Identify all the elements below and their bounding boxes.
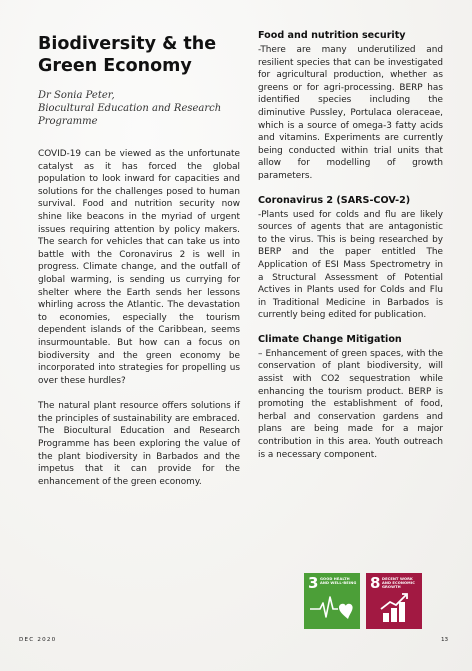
section-body: -Plants used for colds and flu are likely sources of agents that are antagonistic to the virus. This is being researched by BERP and the paper entitled The Application of ESI Mass Spectrometry in a Structural Assessment of Potential Actives in Plants used for Colds and Flu in Traditional Medicine in Barbados is currently being edited for publication. <box>258 209 443 321</box>
sdg-label: GOOD HEALTH AND WELL-BEING <box>320 577 357 586</box>
section-body: -There are many underutilized and resilient species that can be investigated for agricultural production, whether as greens or for agri-processing. BERP has identified species including the diminutive Pussley, Portulaca oleraceae, which is a source of omega-3 fatty acids and vitamins. Experiments are currently being conducted within trial units that allow for modelling of growth parameters. <box>258 45 443 181</box>
sdg-badge-3 <box>304 573 360 629</box>
sdg-badge-8 <box>366 573 422 629</box>
section-food-nutrition <box>258 30 443 183</box>
section-body: – Enhancement of green spaces, with the conservation of plant biodiversity, will assist with CO2 sequestration while enhancing the tourism product. BERP is promoting the establishment of food, herbal and conservation gardens and plans are being made for a major contribution in this area. Youth outreach is a necessary component. <box>258 348 443 460</box>
sdg-number: 3 <box>308 574 319 592</box>
article-title: Biodiversity & the Green Economy <box>38 34 217 76</box>
author-affiliation: Biocultural Education and Research Programme <box>38 103 222 127</box>
heartbeat-icon <box>304 573 360 629</box>
growth-chart-icon <box>366 573 422 629</box>
sdg-number: 8 <box>370 574 381 592</box>
right-column <box>258 30 443 473</box>
author-byline <box>38 89 240 128</box>
author-name: Dr Sonia Peter, <box>38 90 115 101</box>
section-climate-change <box>258 334 443 461</box>
section-heading: Food and nutrition security <box>258 30 406 41</box>
page-number: 13 <box>441 637 449 643</box>
sdg-label: DECENT WORK AND ECONOMIC GROWTH <box>382 577 415 590</box>
section-heading: Climate Change Mitigation <box>258 333 402 345</box>
section-heading: Coronavirus 2 (SARS-COV-2) <box>258 194 411 206</box>
issue-date: DEC 2020 <box>19 637 57 643</box>
left-column <box>38 33 240 488</box>
sdg-badges <box>304 573 422 629</box>
intro-paragraph: COVID-19 can be viewed as the unfortunate catalyst as it has forced the global population to look inward for capacities and solutions for the challenges posed to human survival. Food and nutrition security now shine like beacons in the myriad of urgent issues requiring attention by policy makers. The search for vehicles that can take us into battle with the Coronavirus 2 is well in progress. Climate change, and the outfall of global warming, is sending us currying for shelter where the Earth sends her lessons whirling across the Atlantic. The devastation to economies, especially the tourism dependent islands of the Caribbean, seems insurmountable. But how can a focus on biodiversity and the green economy be incorporated into strategies for propelling us over these hurdles? <box>38 149 240 386</box>
body-paragraph: The natural plant resource offers solutions if the principles of sustainability are embraced. The Biocultural Education and Research Programme has been exploring the value of the plant biodiversity in Barbados and the impetus that it can provide for the enhancement of the green economy. <box>38 401 240 487</box>
section-coronavirus <box>258 195 443 322</box>
